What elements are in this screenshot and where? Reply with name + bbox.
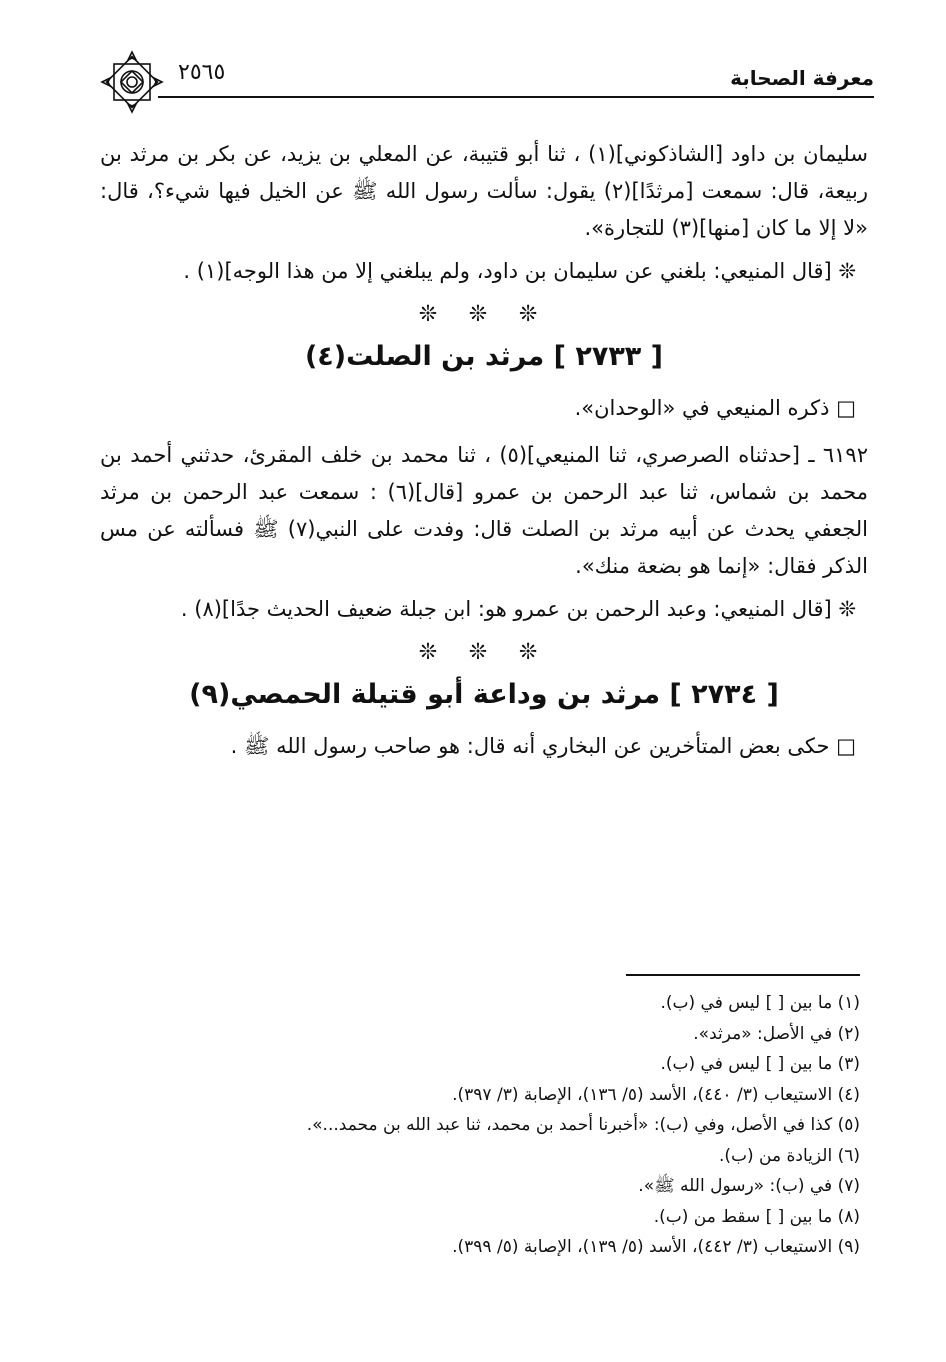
paragraph-hadith-6191-continued: سليمان بن داود [الشاذكوني](١) ، ثنا أبو قتيبة، عن المعلي بن يزيد، عن بكر بن مرثد بن ربيعة، قال: سمعت [مرثدًا](٢) يقول: سألت رسول الله ﷺ عن الخيل فيها شيء؟، قال: «لا إلا ما كان [منها](٣) للتجارة». <box>100 142 868 240</box>
footnote: (٩) الاستيعاب (٣/ ٤٤٢)، الأسد (٥/ ١٣٩)، الإصابة (٥/ ٣٩٩). <box>452 1237 860 1257</box>
paragraph-hadith-6192: ٦١٩٢ ـ [حدثناه الصرصري، ثنا المنيعي](٥) ، ثنا محمد بن خلف المقرئ، حدثني أحمد بن محمد بن شماس، ثنا عبد الرحمن بن عمرو [قال](٦) : سمعت عبد الرحمن بن مرثد الجعفي يحدث عن أبيه مرثد بن الصلت قال: وفدت على النبي(٧) ﷺ فسألته عن مس الذكر فقال: «إنما هو بضعة منك». <box>100 443 869 578</box>
footnote: (٥) كذا في الأصل، وفي (ب): «أخبرنا أحمد بن محمد، ثنا عبد الله بن محمد...». <box>306 1115 860 1135</box>
page-header <box>100 48 874 98</box>
entry-intro: □ ذكره المنيعي في «الوحدان». <box>574 396 856 420</box>
header-rule <box>158 96 874 98</box>
footnote: (٦) الزيادة من (ب). <box>718 1145 860 1166</box>
running-title: معرفة الصحابة <box>730 66 874 90</box>
section-separator: ❊ ❊ ❊ <box>418 640 550 665</box>
entry-intro: □ حكى بعض المتأخرين عن البخاري أنه قال: هو صاحب رسول الله ﷺ . <box>230 734 856 758</box>
footnote: (١) ما بين [ ] ليس في (ب). <box>660 993 860 1013</box>
footnote: (٣) ما بين [ ] ليس في (ب). <box>660 1054 860 1074</box>
ornament-icon <box>100 50 164 114</box>
footnotes <box>160 988 860 1263</box>
commentary-note: ❊ [قال المنيعي: بلغني عن سليمان بن داود، ولم يبلغني إلا من هذا الوجه](١) . <box>183 259 856 283</box>
page-number: ٢٥٦٥ <box>178 60 226 85</box>
footnote-rule <box>626 974 860 976</box>
commentary-note: ❊ [قال المنيعي: وعبد الرحمن بن عمرو هو: ابن جبلة ضعيف الحديث جدًا](٨) . <box>180 597 856 621</box>
footnote: (٤) الاستيعاب (٣/ ٤٤٠)، الأسد (٥/ ١٣٦)، الإصابة (٣/ ٣٩٧). <box>452 1084 860 1105</box>
entry-heading-2734: [ ٢٧٣٤ ] مرثد بن وداعة أبو قتيلة الحمصي(٩) <box>189 679 779 710</box>
main-text <box>100 136 868 765</box>
section-separator: ❊ ❊ ❊ <box>418 302 550 327</box>
footnote: (٨) ما بين [ ] سقط من (ب). <box>653 1206 860 1227</box>
footnote: (٢) في الأصل: «مرثد». <box>693 1023 860 1044</box>
entry-heading-2733: [ ٢٧٣٣ ] مرثد بن الصلت(٤) <box>304 341 664 372</box>
footnote: (٧) في (ب): «رسول الله ﷺ». <box>638 1176 860 1196</box>
